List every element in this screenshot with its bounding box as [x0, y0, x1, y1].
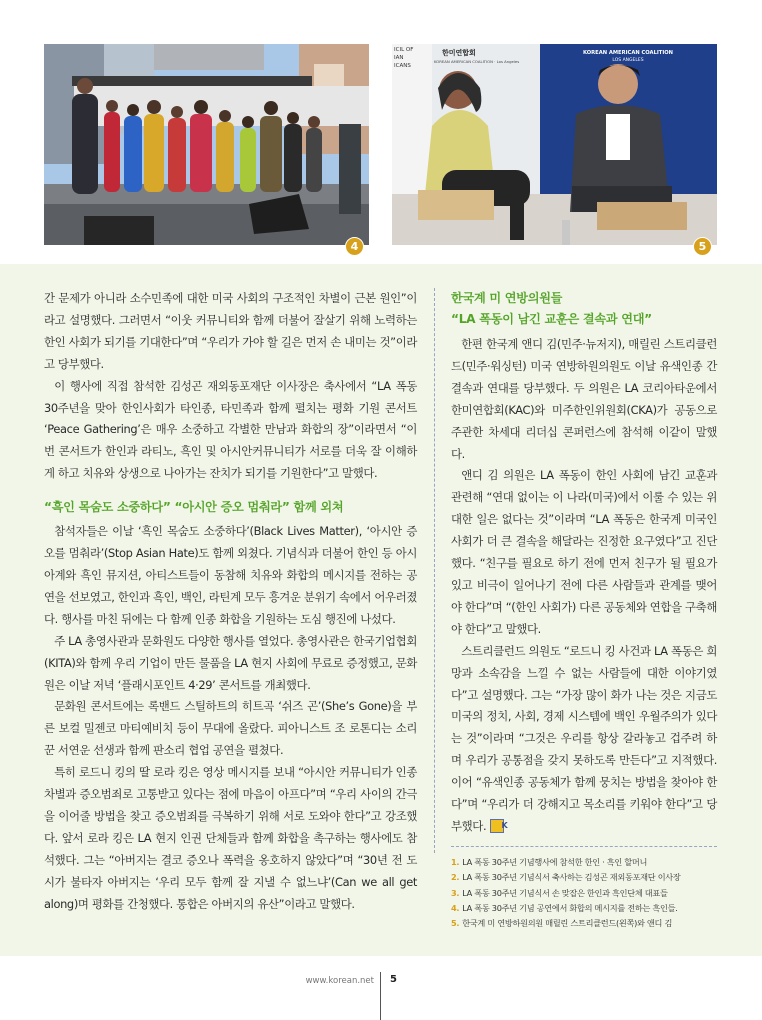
- right-paragraph-2: 앤디 김 의원은 LA 폭동이 한인 사회에 남긴 교훈과 관련해 “연대 없이는 이 나라(미국)에서 이룰 수 있는 위대한 일은 없다는 것”이라며 “LA 폭동은 한국계 미국인 사회가 더 큰 결속을 해달라는 진정한 요구였다”고 진단했다. “친구를 필요로 하기 전에 먼저 친구가 될 필요가 있고 비극이 일어나기 전에 다른 사람들과 관계를 맺어야 한다”며 “(한인 사회가) 다른 공동체와 연합을 구축해야 한다”고 말했다.: [451, 468, 717, 636]
- photo-badge-5: 5: [693, 237, 712, 256]
- right-subheading-line-1: 한국계 미 연방의원들: [451, 291, 563, 305]
- caption-number: 4.: [451, 902, 460, 913]
- panel-speakers-photo: [392, 44, 717, 245]
- right-subheading: [451, 288, 717, 330]
- article-body: [0, 264, 762, 956]
- left-paragraph-3: 참석자들은 이날 ‘흑인 목숨도 소중하다’(Black Lives Matter), ‘아시안 증오를 멈춰라’(Stop Asian Hate)도 함께 외쳤다. 기념식과 더불어 한인 등 아시아계와 흑인 뮤지션, 아티스트들이 동참해 치유와 화합의 메시지를 전하는 공연을 선보였고, 한인과 흑인, 백인, 라틴계 모두 흥겨운 분위기 속에서 어우러졌다. 행사를 마친 뒤에는 다 함께 인종 화합을 기원하는 도심 행진에 나섰다.: [44, 524, 417, 626]
- right-paragraph-3: [451, 641, 717, 838]
- caption-item: [451, 855, 717, 870]
- banner-right-sub: LOS ANGELES: [612, 58, 644, 63]
- left-subheading: “흑인 목숨도 소중하다” “아시안 증오 멈춰라” 함께 외쳐: [44, 500, 344, 515]
- right-paragraph-1: 한편 한국계 앤디 김(민주·뉴저지), 매릴린 스트리클런드(민주·워싱턴) 미국 연방하원의원도 이날 유색인종 간 결속과 연대를 당부했다. 두 의원은 LA 코리아타운에서 한미연합회(KAC)와 미주한인위원회(CKA)가 공동으로 주관한 차세대 리더십 콘퍼런스에 참석해 이같이 말했다.: [451, 337, 717, 461]
- caption-text: LA 폭동 30주년 기념행사에 참석한 한인 · 흑인 할머니: [462, 857, 648, 867]
- caption-item: [451, 886, 717, 901]
- caption-text: LA 폭동 30주년 기념 공연에서 화합의 메시지를 전하는 흑인들.: [462, 902, 678, 913]
- left-column: [44, 288, 417, 915]
- banner-right-title: KOREAN AMERICAN COALITION: [582, 50, 674, 56]
- banner-left-line-2: IAN: [394, 55, 404, 61]
- caption-number: 5.: [451, 918, 460, 929]
- stage-concert-photo: [44, 44, 369, 245]
- left-paragraph-1: 간 문제가 아니라 소수민족에 대한 미국 사회의 구조적인 차별이 근본 원인”이라고 설명했다. 그러면서 “이웃 커뮤니티와 함께 더불어 잘살기 위해 노력하는 한인 사회가 되기를 기대한다”며 “우리가 가야 할 길은 먼저 손 내미는 것”이라고 당부했다.: [44, 291, 417, 371]
- caption-number: 2.: [451, 872, 460, 883]
- photo-captions: [451, 846, 717, 931]
- page-footer: [0, 956, 762, 1020]
- caption-number: 3.: [451, 887, 460, 898]
- right-subheading-line-2: “LA 폭동이 남긴 교훈은 결속과 연대”: [451, 312, 652, 326]
- caption-divider: [451, 846, 717, 847]
- column-divider: [434, 288, 435, 853]
- caption-item: [451, 901, 717, 916]
- banner-center-sub: KOREAN AMERICAN COALITION · Los Angeles: [434, 59, 520, 64]
- photo-band: [0, 0, 762, 264]
- page-number: 5: [390, 974, 397, 985]
- left-paragraph-4: 주 LA 총영사관과 문화원도 다양한 행사를 열었다. 총영사관은 한국기업협회(KITA)와 함께 우리 기업이 만든 물품을 LA 현지 사회에 무료로 증정했고, 문화원은 이날 저녁 ‘플래시포인트 4·29’ 콘서트를 개최했다.: [44, 633, 417, 692]
- caption-text: 한국계 미 연방하원의원 매릴린 스트리클런드(왼쪽)와 앤디 김: [462, 918, 673, 929]
- banner-center-title: 한미연합회: [442, 49, 476, 57]
- left-paragraph-5: 문화원 콘서트에는 록밴드 스틸하트의 히트곡 ‘쉬즈 곤’(She’s Gone)을 부른 보컬 밀젠코 마티예비치 등이 무대에 올랐다. 피아니스트 조 로톤디는 소리꾼 서연운 선생과 함께 판소리 협업 공연을 펼쳤다.: [44, 699, 417, 758]
- caption-number: 1.: [451, 857, 460, 867]
- footer-divider: [380, 972, 381, 1020]
- right-paragraph-3-text: 스트리클런드 의원도 “로드니 킹 사건과 LA 폭동은 희망과 소속감을 느낄 수 없는 사람들에 대한 이야기였다”고 설명했다. 그는 “가장 많이 화가 나는 것은 지금도 미국의 정치, 사회, 경제 시스템에 백인 우월주의가 있다는 것”이라며 “그것은 우리를 항상 갈라놓고 겁주려 하며 우리가 공통점을 갖지 못하도록 만든다”고 지적했다. 이어 “유색인종 공동체가 함께 뭉치는 방법을 찾아야 한다”며 “우리가 더 강해지고 목소리를 키워야 한다”고 당부했다.: [451, 643, 717, 833]
- footer-url: www.korean.net: [305, 976, 374, 986]
- caption-text: LA 폭동 30주년 기념식서 축사하는 김성곤 재외동포재단 이사장: [462, 872, 681, 883]
- photo-badge-4: 4: [345, 237, 364, 256]
- banner-left-line-3: ICANS: [394, 63, 411, 69]
- caption-item: [451, 916, 717, 931]
- right-column: [451, 288, 717, 838]
- left-paragraph-2: 이 행사에 직접 참석한 김성곤 재외동포재단 이사장은 축사에서 “LA 폭동 30주년을 맞아 한인사회가 타인종, 타민족과 함께 펼치는 평화 기원 콘서트 ‘Peace Gathering’은 매우 소중하고 각별한 만남과 화합의 장”이라면서 “이번 콘서트가 한인과 라티노, 흑인 및 아시안커뮤니티가 서로를 더욱 잘 이해하게 하고 치유와 상생으로 나아가는 잔치가 되기를 기원한다”고 말했다.: [44, 378, 417, 481]
- caption-item: [451, 870, 717, 885]
- caption-text: LA 폭동 30주년 기념식서 손 맞잡은 한인과 흑인단체 대표들: [462, 887, 668, 898]
- end-mark-icon: K: [490, 819, 504, 833]
- banner-left-line-1: ICIL OF: [394, 47, 414, 53]
- left-paragraph-6: 특히 로드니 킹의 딸 로라 킹은 영상 메시지를 보내 “아시안 커뮤니티가 인종차별과 증오범죄로 고통받고 있다는 점에 마음이 아프다”며 “우리 사이의 간극을 이어줄 방법을 찾고 증오범죄를 극복하기 위해 서로 도와야 한다”고 강조했다. 앞서 로라 킹은 LA 현지 인권 단체들과 함께 화합을 촉구하는 행사에도 참석했다. 그는 “아버지는 결코 증오나 폭력을 옹호하지 않았다”며 “30년 전 도시가 불타자 아버지는 ‘우리 모두 함께 잘 지낼 수 없느냐’(Can we all get along)며 평화를 간청했다. 통합은 아버지의 유산”이라고 말했다.: [44, 765, 417, 911]
